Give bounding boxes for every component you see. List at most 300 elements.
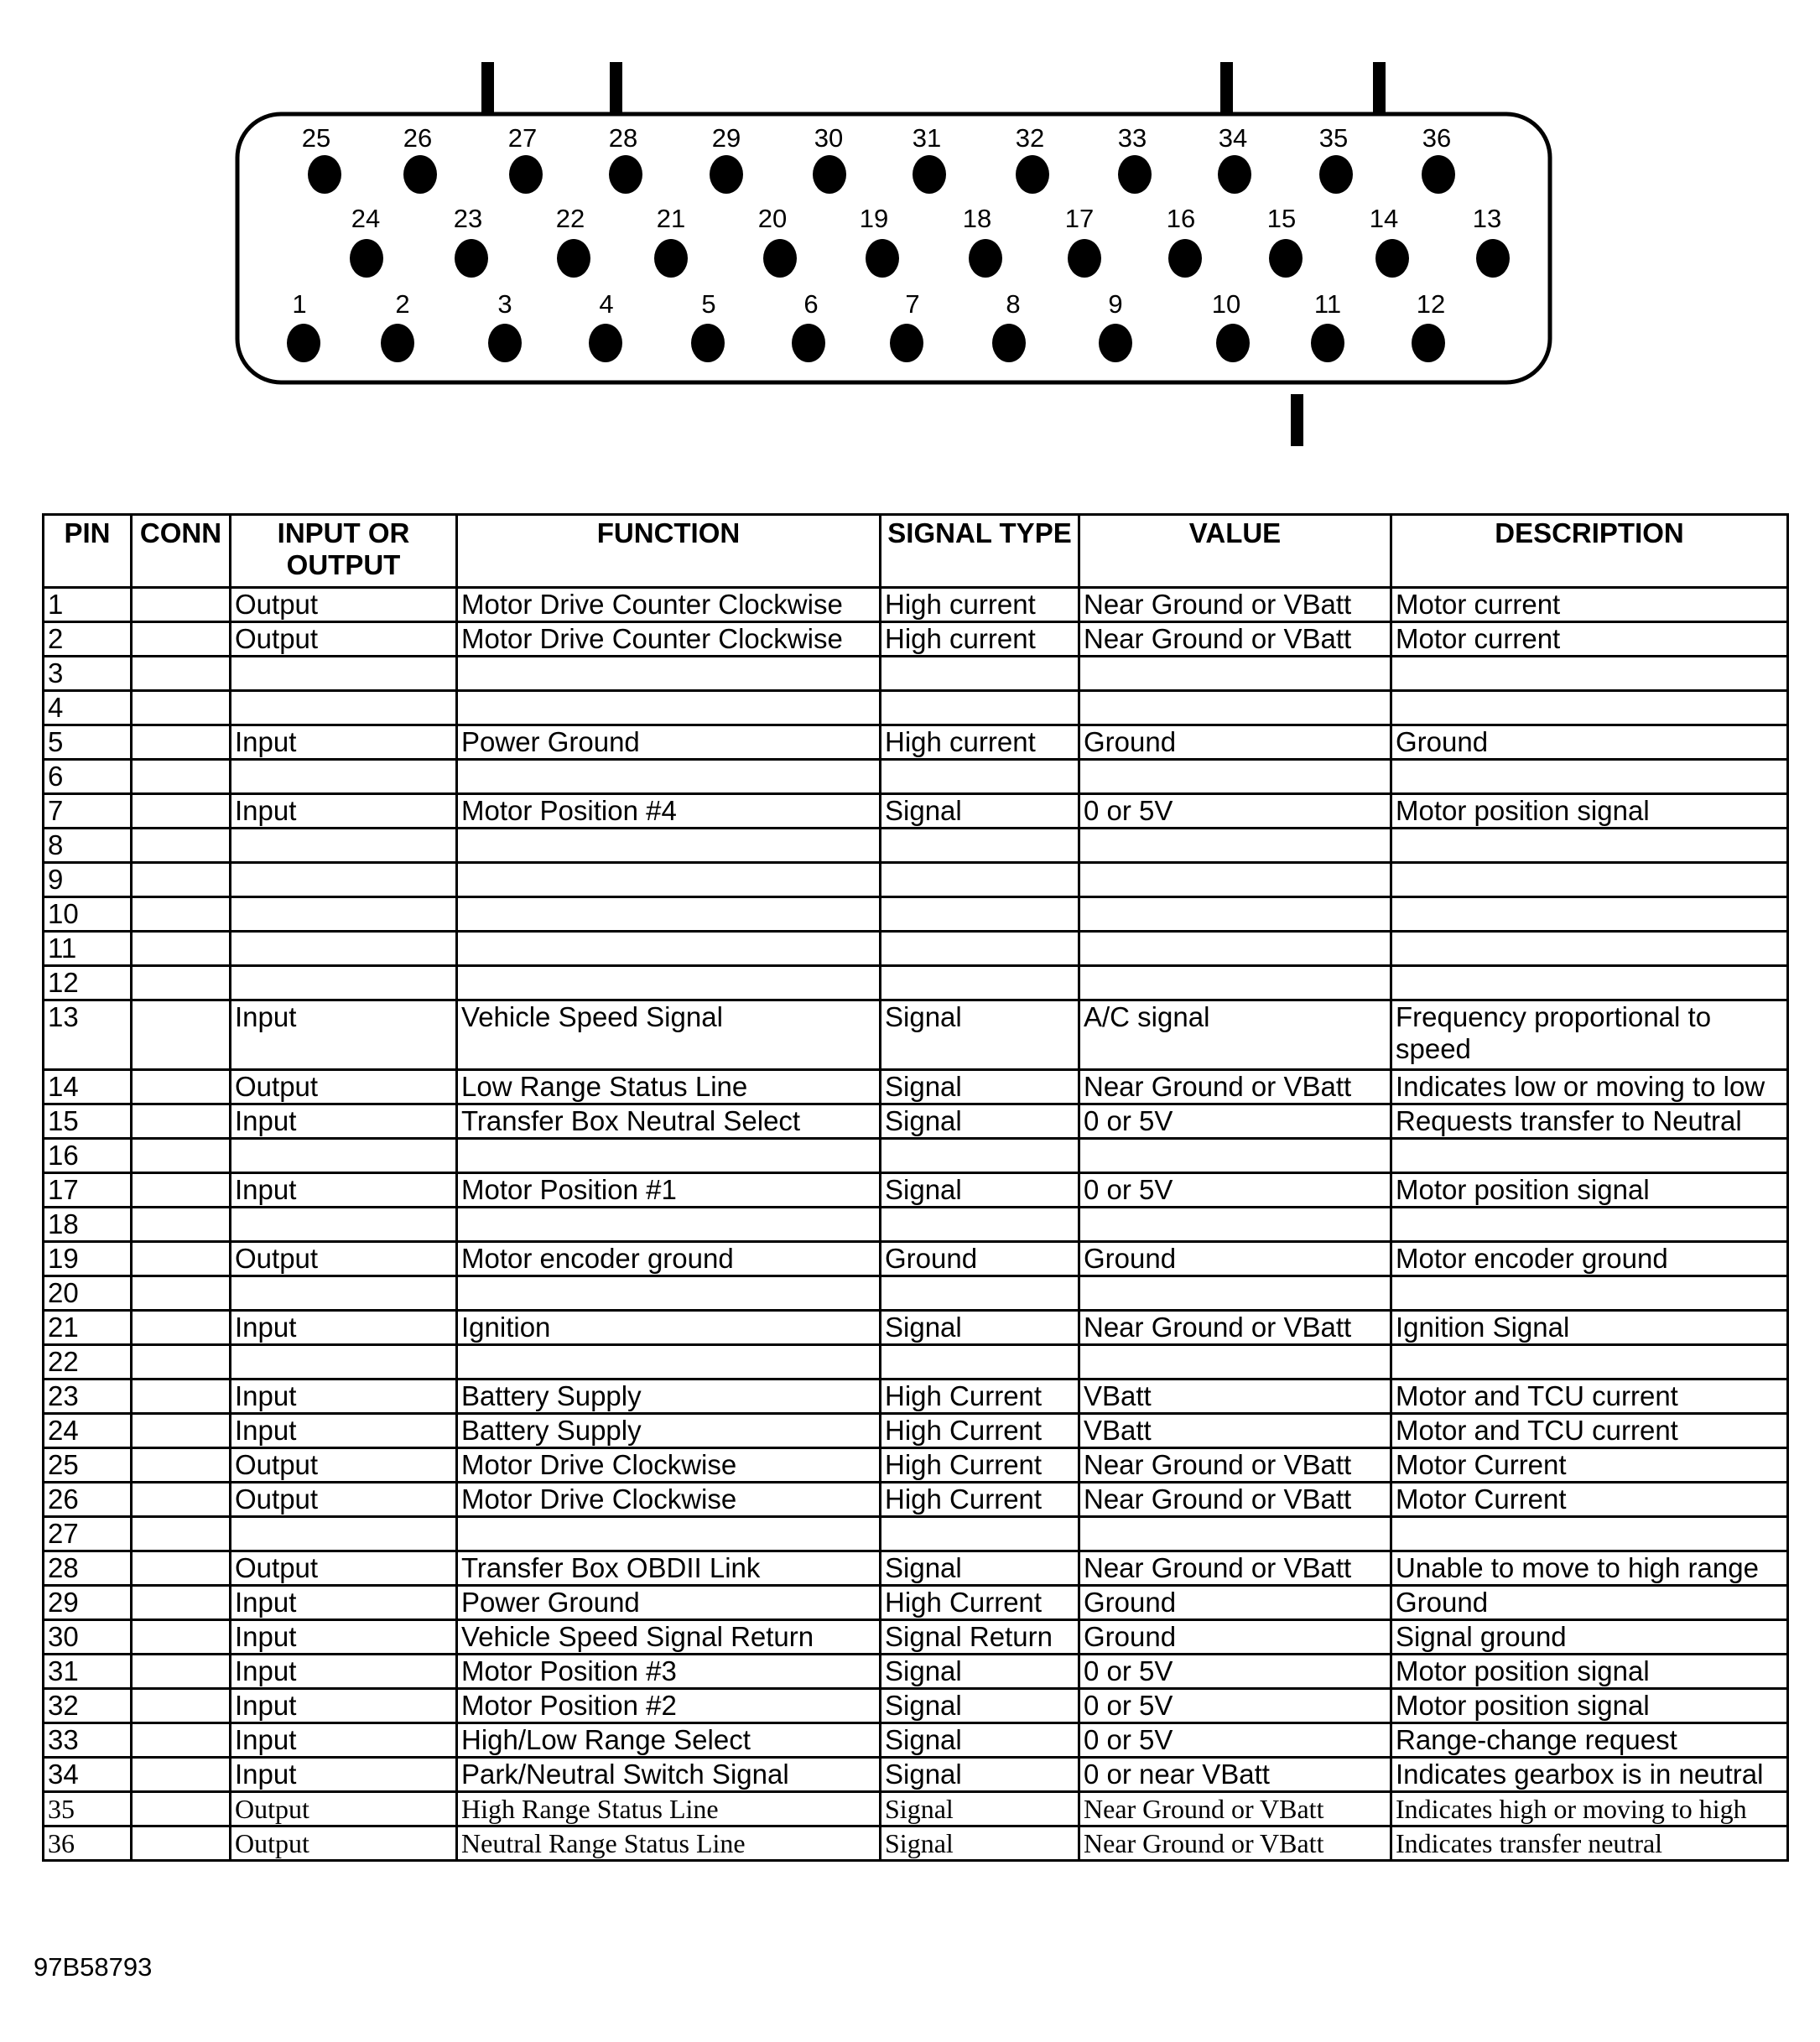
cell-conn [132,691,231,725]
header-function: FUNCTION [457,515,881,588]
pin-terminal [350,239,383,278]
cell-signal-type: High Current [881,1448,1079,1483]
cell-signal-type: Signal [881,1000,1079,1070]
table-row [44,1070,1788,1104]
cell-function: Transfer Box Neutral Select [457,1104,881,1139]
cell-signal-type: Ground [881,1242,1079,1276]
cell-description [1391,863,1788,897]
cell-function: Power Ground [457,1586,881,1620]
table-row [44,1448,1788,1483]
pin-number-label: 14 [1369,204,1399,233]
locating-tab [1373,62,1386,116]
cell-pin: 27 [44,1517,132,1551]
cell-input-or-output: Output [231,588,457,622]
cell-value: 0 or 5V [1079,794,1391,829]
cell-signal-type [881,1345,1079,1380]
cell-function [457,863,881,897]
cell-conn [132,1483,231,1517]
cell-input-or-output: Input [231,1173,457,1208]
table-row [44,1104,1788,1139]
table-row [44,622,1788,657]
cell-signal-type: High current [881,725,1079,760]
cell-pin: 30 [44,1620,132,1655]
cell-conn [132,1826,231,1861]
cell-conn [132,1311,231,1345]
pin-number-label: 21 [656,204,686,233]
cell-function: Neutral Range Status Line [457,1826,881,1861]
cell-value: 0 or 5V [1079,1689,1391,1723]
cell-value [1079,829,1391,863]
pin-terminal [1099,324,1132,362]
cell-input-or-output [231,932,457,966]
cell-function: Motor Drive Clockwise [457,1448,881,1483]
cell-value: A/C signal [1079,1000,1391,1070]
table-row [44,863,1788,897]
pin-terminal [1016,155,1049,194]
cell-input-or-output: Input [231,1758,457,1792]
cell-conn [132,760,231,794]
cell-input-or-output: Input [231,1104,457,1139]
cell-pin: 11 [44,932,132,966]
cell-function: Motor Position #1 [457,1173,881,1208]
cell-pin: 31 [44,1655,132,1689]
pin-terminal [381,324,414,362]
cell-pin: 7 [44,794,132,829]
cell-conn [132,1173,231,1208]
pin-assignment-table [42,513,1789,1862]
cell-input-or-output: Output [231,1242,457,1276]
pin-terminal [792,324,825,362]
cell-pin: 26 [44,1483,132,1517]
cell-function: High Range Status Line [457,1792,881,1826]
table-row [44,897,1788,932]
cell-pin: 5 [44,725,132,760]
header-pin: PIN [44,515,132,588]
cell-signal-type [881,1208,1079,1242]
cell-conn [132,1345,231,1380]
cell-conn [132,1758,231,1792]
cell-pin: 6 [44,760,132,794]
cell-signal-type: Signal [881,1689,1079,1723]
pin-number-label: 29 [711,123,741,153]
cell-value [1079,863,1391,897]
cell-pin: 18 [44,1208,132,1242]
locating-tab [481,62,494,116]
cell-signal-type [881,1517,1079,1551]
cell-description [1391,1276,1788,1311]
table-row [44,1620,1788,1655]
cell-function: Power Ground [457,725,881,760]
cell-description: Indicates low or moving to low [1391,1070,1788,1104]
cell-function: Motor Position #2 [457,1689,881,1723]
pin-number-label: 36 [1422,123,1452,153]
table-row [44,1483,1788,1517]
cell-input-or-output: Input [231,1000,457,1070]
cell-description [1391,966,1788,1000]
cell-function: Transfer Box OBDII Link [457,1551,881,1586]
pin-terminal [1269,239,1303,278]
cell-pin: 21 [44,1311,132,1345]
cell-value [1079,1276,1391,1311]
pin-number-label: 2 [395,289,410,319]
cell-input-or-output: Input [231,725,457,760]
cell-description: Indicates high or moving to high [1391,1792,1788,1826]
pin-number-label: 34 [1218,123,1248,153]
cell-description: Ignition Signal [1391,1311,1788,1345]
cell-signal-type [881,966,1079,1000]
cell-description [1391,1208,1788,1242]
cell-value [1079,1139,1391,1173]
cell-signal-type: Signal [881,1104,1079,1139]
pin-number-label: 10 [1211,289,1241,319]
pin-number-label: 23 [453,204,483,233]
table-row [44,691,1788,725]
cell-function [457,897,881,932]
pin-number-label: 32 [1015,123,1045,153]
table-row [44,588,1788,622]
cell-input-or-output [231,966,457,1000]
cell-value: Near Ground or VBatt [1079,1826,1391,1861]
cell-input-or-output: Output [231,1070,457,1104]
cell-conn [132,622,231,657]
pin-terminal [589,324,622,362]
cell-function [457,1345,881,1380]
pin-number-label: 24 [351,204,381,233]
pin-number-label: 11 [1313,289,1342,319]
cell-signal-type: High Current [881,1414,1079,1448]
pin-terminal [813,155,846,194]
pin-number-label: 17 [1064,204,1095,233]
cell-pin: 22 [44,1345,132,1380]
cell-description: Motor position signal [1391,1655,1788,1689]
cell-input-or-output: Input [231,1620,457,1655]
pin-number-label: 8 [1006,289,1021,319]
cell-input-or-output [231,691,457,725]
cell-conn [132,1689,231,1723]
pin-number-label: 18 [962,204,992,233]
cell-pin: 14 [44,1070,132,1104]
table-row [44,1723,1788,1758]
cell-conn [132,1276,231,1311]
cell-function [457,1517,881,1551]
table-header-row [44,515,1788,588]
connector-face-diagram [0,0,1820,470]
cell-conn [132,863,231,897]
pin-number-label: 16 [1166,204,1196,233]
pin-terminal [1422,155,1455,194]
cell-function [457,1208,881,1242]
cell-pin: 29 [44,1586,132,1620]
cell-conn [132,1448,231,1483]
table-row [44,1380,1788,1414]
pin-number-label: 1 [292,289,307,319]
pin-number-label: 12 [1416,289,1446,319]
pin-terminal [557,239,590,278]
header-value: VALUE [1079,515,1391,588]
cell-description: Motor and TCU current [1391,1414,1788,1448]
cell-value: VBatt [1079,1414,1391,1448]
cell-function: Motor Position #4 [457,794,881,829]
cell-input-or-output: Input [231,1414,457,1448]
cell-value [1079,1517,1391,1551]
cell-description: Requests transfer to Neutral [1391,1104,1788,1139]
cell-value: 0 or 5V [1079,1723,1391,1758]
pin-terminal [710,155,743,194]
cell-input-or-output: Output [231,1826,457,1861]
cell-signal-type [881,897,1079,932]
pin-terminal [1476,239,1510,278]
cell-function: Battery Supply [457,1380,881,1414]
cell-signal-type: Signal Return [881,1620,1079,1655]
cell-pin: 2 [44,622,132,657]
cell-conn [132,1517,231,1551]
pin-terminal [654,239,688,278]
pin-number-label: 33 [1117,123,1147,153]
cell-value: Ground [1079,1586,1391,1620]
cell-signal-type: Signal [881,1792,1079,1826]
cell-signal-type [881,691,1079,725]
cell-description: Motor and TCU current [1391,1380,1788,1414]
cell-description [1391,932,1788,966]
cell-input-or-output: Output [231,1483,457,1517]
cell-function [457,1139,881,1173]
cell-signal-type: Signal [881,1173,1079,1208]
cell-value: 0 or near VBatt [1079,1758,1391,1792]
cell-pin: 16 [44,1139,132,1173]
cell-pin: 19 [44,1242,132,1276]
pin-terminal [1216,324,1250,362]
cell-conn [132,1070,231,1104]
locating-tab [1220,62,1233,116]
pin-number-label: 6 [803,289,819,319]
cell-description [1391,829,1788,863]
table-row [44,1000,1788,1070]
cell-conn [132,1723,231,1758]
cell-value: VBatt [1079,1380,1391,1414]
cell-description: Ground [1391,1586,1788,1620]
cell-conn [132,1139,231,1173]
cell-conn [132,1586,231,1620]
cell-function [457,932,881,966]
cell-pin: 10 [44,897,132,932]
pin-number-label: 15 [1266,204,1297,233]
pin-number-label: 22 [555,204,585,233]
table-row [44,1345,1788,1380]
cell-function: Motor Drive Counter Clockwise [457,622,881,657]
pin-terminal [1311,324,1344,362]
cell-input-or-output: Input [231,794,457,829]
table-row [44,1242,1788,1276]
cell-value: Near Ground or VBatt [1079,622,1391,657]
cell-pin: 28 [44,1551,132,1586]
cell-description: Motor position signal [1391,1689,1788,1723]
cell-function: High/Low Range Select [457,1723,881,1758]
cell-pin: 36 [44,1826,132,1861]
cell-function [457,760,881,794]
table-row [44,794,1788,829]
cell-pin: 20 [44,1276,132,1311]
cell-input-or-output: Input [231,1689,457,1723]
header-conn: CONN [132,515,231,588]
cell-pin: 1 [44,588,132,622]
cell-conn [132,1655,231,1689]
cell-value: Near Ground or VBatt [1079,588,1391,622]
pin-terminal [1412,324,1445,362]
cell-value [1079,760,1391,794]
pin-terminal [866,239,899,278]
cell-function: Ignition [457,1311,881,1345]
cell-signal-type [881,932,1079,966]
cell-input-or-output: Output [231,1448,457,1483]
cell-signal-type [881,760,1079,794]
table-row [44,1826,1788,1861]
cell-conn [132,1000,231,1070]
cell-description [1391,897,1788,932]
cell-function: Battery Supply [457,1414,881,1448]
pin-terminal [455,239,488,278]
cell-pin: 8 [44,829,132,863]
cell-function: Motor Drive Counter Clockwise [457,588,881,622]
pin-number-label: 35 [1318,123,1349,153]
cell-input-or-output [231,897,457,932]
table-row [44,829,1788,863]
cell-pin: 35 [44,1792,132,1826]
pin-terminal [1118,155,1152,194]
pin-number-label: 7 [905,289,920,319]
table-row [44,1689,1788,1723]
cell-conn [132,932,231,966]
cell-input-or-output [231,1276,457,1311]
cell-input-or-output: Input [231,1380,457,1414]
pin-terminal [1218,155,1251,194]
cell-value [1079,657,1391,691]
cell-input-or-output: Input [231,1586,457,1620]
pin-terminal [1068,239,1101,278]
cell-description [1391,657,1788,691]
cell-conn [132,1620,231,1655]
cell-function: Motor Drive Clockwise [457,1483,881,1517]
cell-value: Near Ground or VBatt [1079,1483,1391,1517]
cell-function: Vehicle Speed Signal Return [457,1620,881,1655]
cell-description: Ground [1391,725,1788,760]
pin-terminal [287,324,320,362]
cell-value: Ground [1079,725,1391,760]
cell-pin: 9 [44,863,132,897]
cell-description: Motor current [1391,588,1788,622]
pin-terminal [691,324,725,362]
table-row [44,1414,1788,1448]
cell-input-or-output: Input [231,1723,457,1758]
cell-function [457,657,881,691]
pin-terminal [763,239,797,278]
cell-input-or-output [231,829,457,863]
cell-signal-type: Signal [881,794,1079,829]
pin-terminal [969,239,1002,278]
cell-signal-type: High Current [881,1380,1079,1414]
cell-input-or-output [231,1139,457,1173]
pin-terminal [403,155,437,194]
cell-value [1079,1345,1391,1380]
cell-description [1391,691,1788,725]
cell-value [1079,897,1391,932]
pin-terminal [1168,239,1202,278]
cell-signal-type: High Current [881,1586,1079,1620]
cell-pin: 17 [44,1173,132,1208]
pin-terminal [1319,155,1353,194]
cell-description [1391,1345,1788,1380]
cell-conn [132,897,231,932]
cell-signal-type: Signal [881,1311,1079,1345]
cell-conn [132,725,231,760]
pin-terminal [890,324,923,362]
cell-conn [132,794,231,829]
cell-input-or-output [231,863,457,897]
cell-description [1391,1139,1788,1173]
pin-number-label: 9 [1108,289,1123,319]
cell-conn [132,588,231,622]
table-row [44,1758,1788,1792]
cell-description: Frequency proportional to speed [1391,1000,1788,1070]
header-input-or-output: INPUT OR OUTPUT [231,515,457,588]
cell-description: Indicates transfer neutral [1391,1826,1788,1861]
cell-input-or-output [231,1208,457,1242]
cell-pin: 33 [44,1723,132,1758]
cell-conn [132,1380,231,1414]
table-row [44,1276,1788,1311]
cell-pin: 13 [44,1000,132,1070]
cell-input-or-output [231,760,457,794]
cell-value: Ground [1079,1242,1391,1276]
figure-reference-number: 97B58793 [34,1952,153,1982]
cell-input-or-output: Input [231,1311,457,1345]
cell-description: Signal ground [1391,1620,1788,1655]
pin-number-label: 4 [599,289,614,319]
cell-function [457,966,881,1000]
cell-value: Near Ground or VBatt [1079,1448,1391,1483]
table-row [44,966,1788,1000]
cell-conn [132,829,231,863]
table-row [44,725,1788,760]
cell-value [1079,691,1391,725]
cell-description: Unable to move to high range [1391,1551,1788,1586]
cell-description: Indicates gearbox is in neutral [1391,1758,1788,1792]
cell-input-or-output: Output [231,622,457,657]
cell-function: Vehicle Speed Signal [457,1000,881,1070]
locating-tab [610,62,622,116]
header-signal-type: SIGNAL TYPE [881,515,1079,588]
cell-signal-type: Signal [881,1723,1079,1758]
cell-signal-type: Signal [881,1655,1079,1689]
cell-conn [132,1104,231,1139]
cell-pin: 3 [44,657,132,691]
cell-value [1079,966,1391,1000]
cell-function: Low Range Status Line [457,1070,881,1104]
cell-signal-type: Signal [881,1826,1079,1861]
cell-pin: 23 [44,1380,132,1414]
cell-conn [132,1792,231,1826]
cell-conn [132,1208,231,1242]
cell-input-or-output: Input [231,1655,457,1689]
pin-number-label: 28 [608,123,638,153]
cell-function: Park/Neutral Switch Signal [457,1758,881,1792]
cell-value [1079,1208,1391,1242]
cell-input-or-output: Output [231,1551,457,1586]
pin-number-label: 27 [507,123,538,153]
pin-terminal [913,155,946,194]
pin-terminal [509,155,543,194]
pin-terminal [1375,239,1409,278]
pin-number-label: 5 [701,289,716,319]
